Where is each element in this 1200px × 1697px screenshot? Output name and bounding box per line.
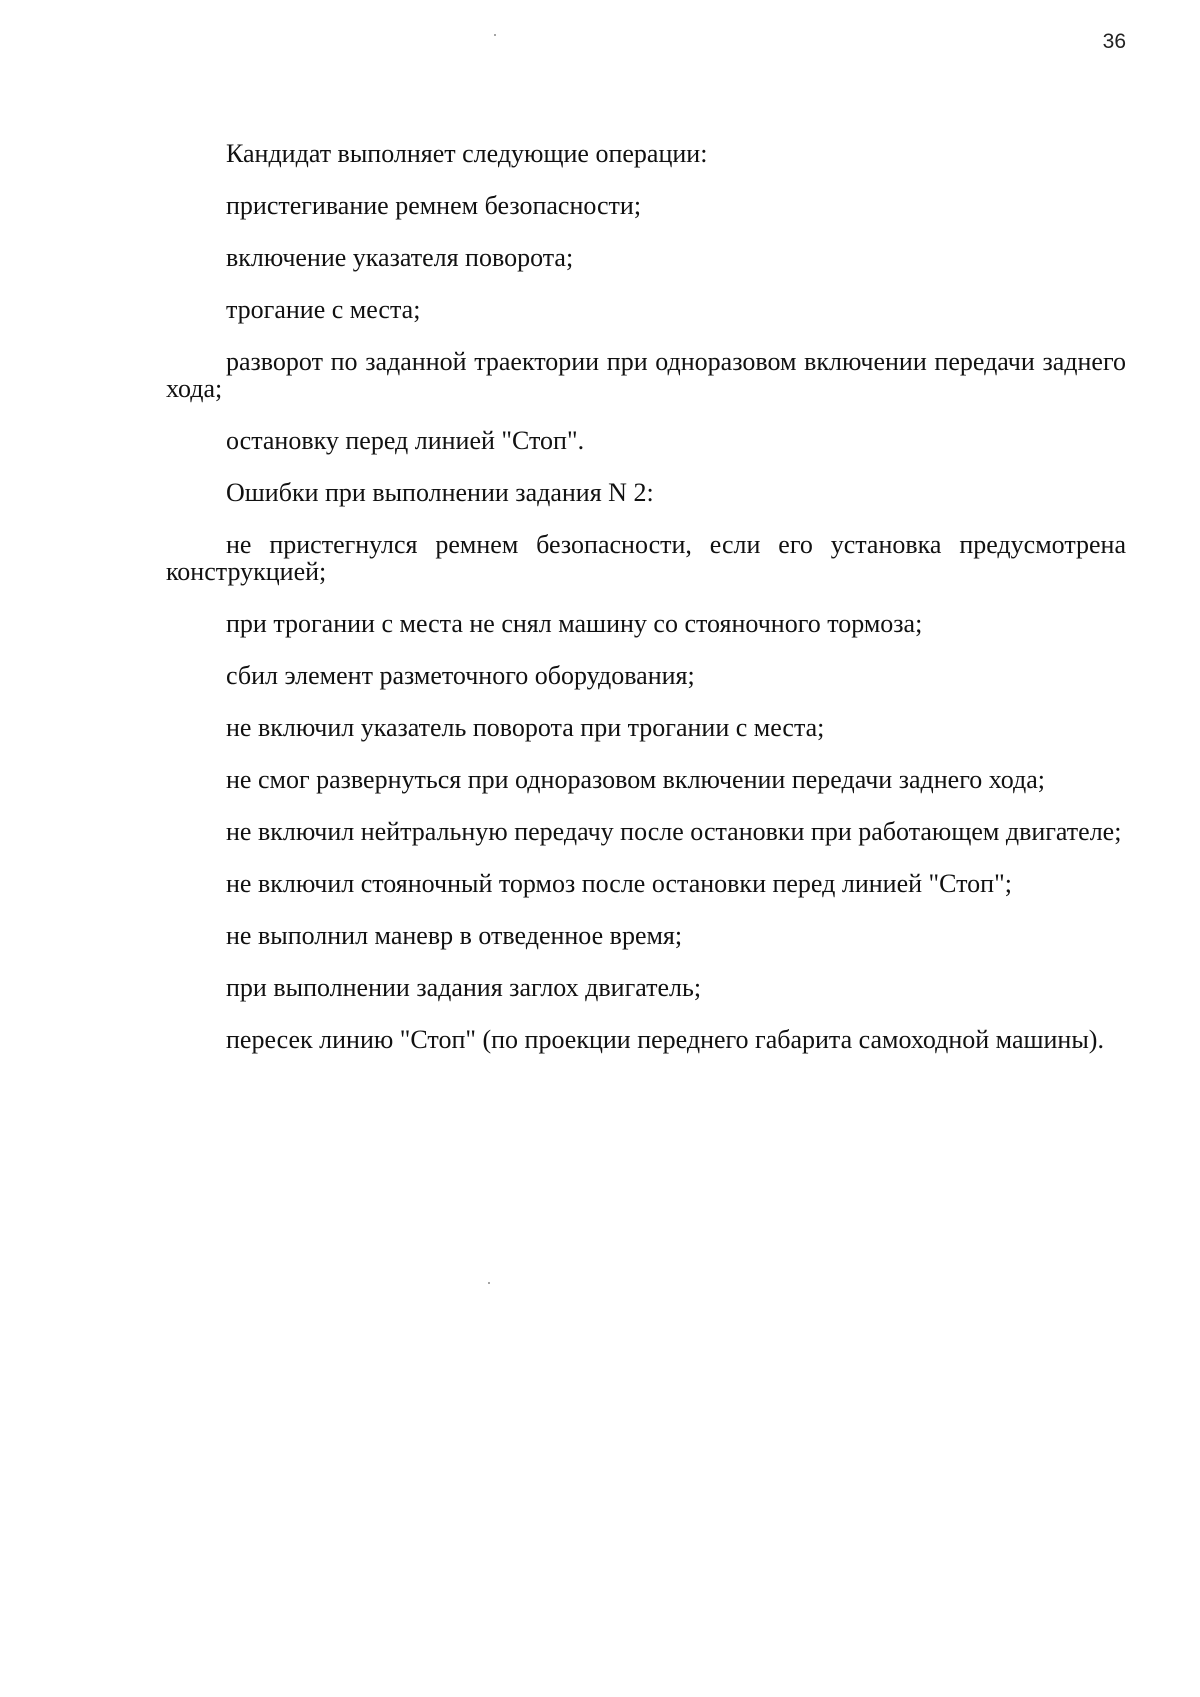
error-item: не включил указатель поворота при трогании с места; bbox=[226, 713, 825, 742]
document-body bbox=[166, 140, 1126, 1078]
error-item: пересек линию "Стоп" (по проекции переднего габарита самоходной машины). bbox=[226, 1025, 1104, 1054]
error-item: не смог развернуться при одноразовом включении передачи заднего хода; bbox=[226, 765, 1045, 794]
error-item: не включил нейтральную передачу после остановки при работающем двигателе; bbox=[226, 817, 1122, 846]
operation-item: разворот по заданной траектории при одноразовом включении передачи заднего хода; bbox=[166, 347, 1126, 403]
scan-speck bbox=[494, 34, 496, 36]
error-item: при выполнении задания заглох двигатель; bbox=[226, 973, 702, 1002]
error-item: сбил элемент разметочного оборудования; bbox=[226, 661, 695, 690]
operation-item: остановку перед линией "Стоп". bbox=[226, 426, 585, 455]
error-item: не включил стояночный тормоз после остановки перед линией "Стоп"; bbox=[226, 869, 1012, 898]
error-item: при трогании с места не снял машину со стояночного тормоза; bbox=[226, 609, 923, 638]
errors-heading: Ошибки при выполнении задания N 2: bbox=[226, 478, 654, 507]
paragraph-intro: Кандидат выполняет следующие операции: bbox=[226, 139, 708, 168]
page-number: 36 bbox=[1102, 30, 1126, 53]
scan-speck bbox=[488, 1282, 490, 1284]
operation-item: пристегивание ремнем безопасности; bbox=[226, 191, 642, 220]
operation-item: включение указателя поворота; bbox=[226, 243, 574, 272]
operation-item: трогание с места; bbox=[226, 295, 421, 324]
error-item: не выполнил маневр в отведенное время; bbox=[226, 921, 683, 950]
error-item: не пристегнулся ремнем безопасности, если его установка предусмотрена конструкцией; bbox=[166, 530, 1126, 586]
